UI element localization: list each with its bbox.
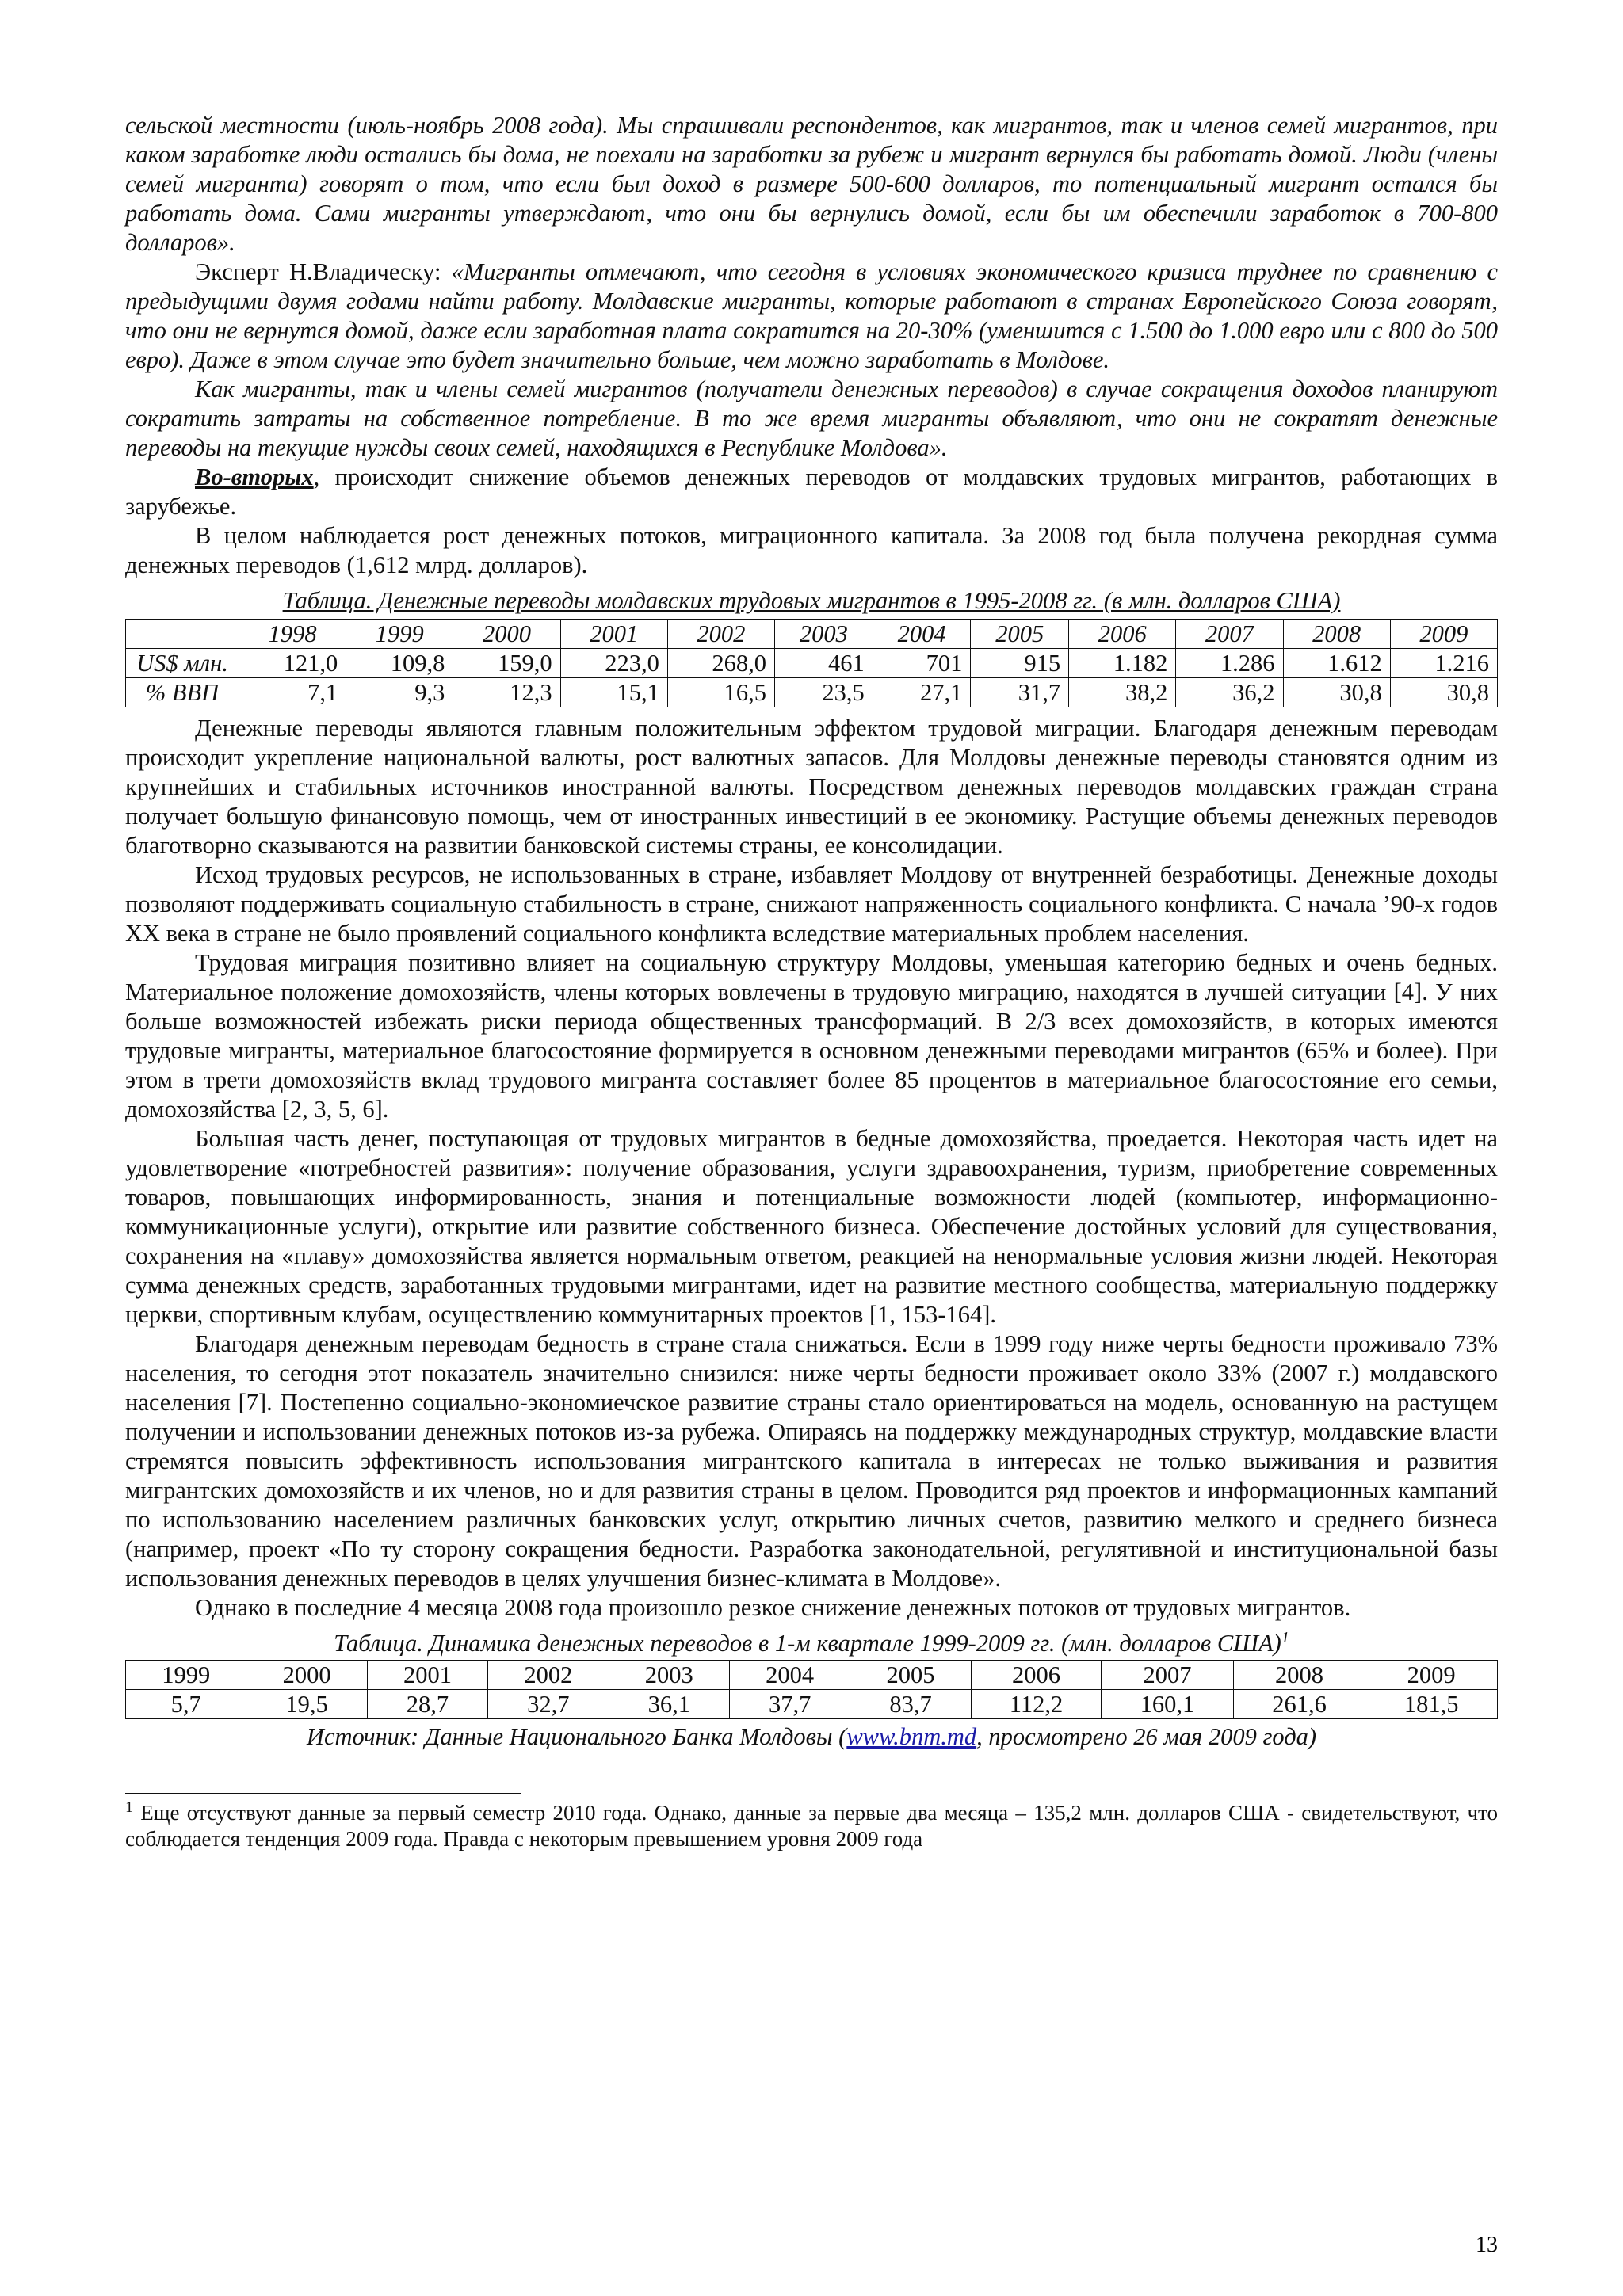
table-year-cell: 1999 bbox=[126, 1661, 246, 1690]
table-year-cell: 1999 bbox=[346, 620, 453, 649]
table-cell: 16,5 bbox=[667, 678, 774, 707]
table-year-cell: 2007 bbox=[1176, 620, 1283, 649]
table-cell: 38,2 bbox=[1069, 678, 1176, 707]
table-cell: 7,1 bbox=[239, 678, 346, 707]
table-cell: 19,5 bbox=[246, 1690, 367, 1719]
table-cell: 83,7 bbox=[850, 1690, 971, 1719]
table-year-cell: 2001 bbox=[560, 620, 667, 649]
paragraph-second bbox=[125, 463, 1498, 521]
table-cell: 32,7 bbox=[488, 1690, 609, 1719]
table-cell: 27,1 bbox=[873, 678, 971, 707]
paragraph-spending: Большая часть денег, поступающая от трудовых мигрантов в бедные домохозяйства, проедается. Некоторая часть идет на удовлетворение «потребностей развития»: получение образования, услуги здравоохранения, туризм, приобретение современных товаров, повышающих информированность, знания и потенциальные возможности людей (компьютер, информационно-коммуникационные услуги), открытие или развитие собственного бизнеса. Обеспечение достойных условий для существования, сохранения на «плаву» домохозяйства является нормальным ответом, реакцией на ненормальные условия жизни людей. Некоторая сумма денежных средств, заработанных трудовыми мигрантами, идет на развитие местного сообщества, материальную поддержку церкви, спортивным клубам, осуществлению коммунитарных проектов [1, 153-164]. bbox=[125, 1125, 1498, 1328]
table-year-cell: 2007 bbox=[1102, 1661, 1234, 1690]
table-cell: 268,0 bbox=[667, 649, 774, 678]
paragraph-labor-outflow: Исход трудовых ресурсов, не использованных в стране, избавляет Молдову от внутренней безработицы. Денежные доходы позволяют поддерживать социальную стабильность в стране, снижают напряженность социального конфликта. С начала ’90-х годов XX века в стране не было проявлений социального конфликта вследствие материальных проблем населения. bbox=[125, 861, 1498, 947]
footnote-text: Еще отсуствуют данные за первый семестр 2010 года. Однако, данные за первые два месяца – 135,2 млн. долларов США - свидетельствуют, что соблюдается тенденция 2009 года. Правда с некоторым превышением уровня 2009 года bbox=[125, 1801, 1498, 1851]
second-point-heading: Во-вторых bbox=[195, 463, 314, 490]
table-cell: 36,1 bbox=[609, 1690, 729, 1719]
table-year-cell: 2001 bbox=[367, 1661, 487, 1690]
source-suffix: , просмотрено 26 мая 2009 года) bbox=[976, 1723, 1317, 1750]
table-year-cell: 2008 bbox=[1283, 620, 1390, 649]
table-cell: 5,7 bbox=[126, 1690, 246, 1719]
table-year-cell: 2000 bbox=[453, 620, 560, 649]
table-cell: 159,0 bbox=[453, 649, 560, 678]
table-row-label: US$ млн. bbox=[126, 649, 239, 678]
table-cell: 160,1 bbox=[1102, 1690, 1234, 1719]
table-cell: 30,8 bbox=[1390, 678, 1497, 707]
table2-caption-text: Таблица. Динамика денежных переводов в 1-м квартале 1999-2009 гг. (млн. долларов США) bbox=[334, 1630, 1281, 1657]
table-cell: 36,2 bbox=[1176, 678, 1283, 707]
table-cell: 9,3 bbox=[346, 678, 453, 707]
paragraph-main-effect: Денежные переводы являются главным положительным эффектом трудовой миграции. Благодаря денежным переводам происходит укрепление национальной валюты, рост валютных запасов. Для Молдовы денежные переводы становятся одним из крупнейших и стабильных источников иностранной валюты. Посредством денежных переводов молдавских граждан страна получает большую финансовую помощь, чем от иностранных инвестиций в ее экономику. Растущие объемы денежных переводов благотворно сказываются на развитии банковской системы страны, ее консолидации. bbox=[125, 715, 1498, 859]
table-cell: 121,0 bbox=[239, 649, 346, 678]
page-number: 13 bbox=[1476, 2233, 1498, 2257]
table-cell: 223,0 bbox=[560, 649, 667, 678]
table-year-cell: 2003 bbox=[609, 1661, 729, 1690]
table-corner-cell bbox=[126, 620, 239, 649]
table-cell: 1.286 bbox=[1176, 649, 1283, 678]
table-year-cell: 2000 bbox=[246, 1661, 367, 1690]
table-year-cell: 2002 bbox=[667, 620, 774, 649]
table-year-cell: 2005 bbox=[850, 1661, 971, 1690]
table1-caption: Таблица. Денежные переводы молдавских трудовых мигрантов в 1995-2008 гг. (в млн. долларов США) bbox=[282, 587, 1341, 614]
table-cell: 112,2 bbox=[971, 1690, 1101, 1719]
table-cell: 23,5 bbox=[775, 678, 873, 707]
document-page bbox=[125, 111, 1498, 1852]
table-cell: 1.216 bbox=[1390, 649, 1497, 678]
source-link[interactable]: www.bnm.md bbox=[846, 1723, 977, 1750]
table-year-cell: 2002 bbox=[488, 1661, 609, 1690]
table-cell: 261,6 bbox=[1233, 1690, 1365, 1719]
table-cell: 1.612 bbox=[1283, 649, 1390, 678]
footnote-mark: 1 bbox=[125, 1798, 133, 1816]
table-year-cell: 2009 bbox=[1390, 620, 1497, 649]
table-source bbox=[125, 1722, 1498, 1752]
table-cell: 461 bbox=[775, 649, 873, 678]
footnote-ref: 1 bbox=[1281, 1628, 1289, 1646]
paragraph-growth: В целом наблюдается рост денежных потоков, миграционного капитала. За 2008 год была получена рекордная сумма денежных переводов (1,612 млрд. долларов). bbox=[125, 522, 1498, 578]
table-cell: 30,8 bbox=[1283, 678, 1390, 707]
table-cell: 1.182 bbox=[1069, 649, 1176, 678]
paragraph-quote-survey: сельской местности (июль-ноябрь 2008 года). Мы спрашивали респондентов, как мигрантов, так и членов семей мигрантов, при каком заработке люди остались бы дома, не поехали на заработки за рубеж и мигрант вернулся бы работать домой. Люди (члены семей мигранта) говорят о том, что если был доход в размере 500-600 долларов, то потенциальный мигрант остался бы работать дома. Сами мигранты утверждают, что они бы вернулись домой, если бы им обеспечили заработок в 700-800 долларов». bbox=[125, 112, 1498, 256]
footnote bbox=[125, 1800, 1498, 1852]
table-cell: 37,7 bbox=[729, 1690, 850, 1719]
expert-lead: Эксперт Н.Владическу: bbox=[195, 258, 452, 285]
table-year-cell: 2009 bbox=[1365, 1661, 1498, 1690]
table-year-cell: 2006 bbox=[971, 1661, 1101, 1690]
paragraph-quote-consumption: Как мигранты, так и члены семей мигрантов (получатели денежных переводов) в случае сокращения доходов планируют сократить затраты на собственное потребление. В то же время мигранты объявляют, что они не сократят денежные переводы на текущие нужды своих семей, находящихся в Республике Молдова». bbox=[125, 376, 1498, 461]
quarterly-remittances-table bbox=[125, 1660, 1498, 1719]
second-point-text: , происходит снижение объемов денежных переводов от молдавских трудовых мигрантов, работающих в зарубежье. bbox=[125, 463, 1498, 520]
table-cell: 15,1 bbox=[560, 678, 667, 707]
table-cell: 701 bbox=[873, 649, 971, 678]
paragraph-expert bbox=[125, 257, 1498, 375]
table-cell: 12,3 bbox=[453, 678, 560, 707]
table-cell: 28,7 bbox=[367, 1690, 487, 1719]
table-year-cell: 2005 bbox=[971, 620, 1069, 649]
table-row bbox=[126, 649, 1498, 678]
paragraph-poverty: Благодаря денежным переводам бедность в стране стала снижаться. Если в 1999 году ниже черты бедности проживало 73% населения, то сегодня этот показатель значительно снизился: ниже черты бедности проживает около 33% (2007 г.) молдавского населения [7]. Постепенно социально-экономиечское развитие страны стало ориентироваться на модель, основанную на растущем получении и использовании денежных потоков из-за рубежа. Опираясь на поддержку международных структур, молдавские власти стремятся повысить эффективность использования мигрантского капитала в интересах не только выживания и развития мигрантских домохозяйств и их членов, но и для развития страны в целом. Проводится ряд проектов и информационных кампаний по использованию населением различных банковских услуг, открытию личных счетов, развитию мелкого и среднего бизнеса (например, проект «По ту сторону сокращения бедности. Разработка законодательной, регулятивной и институциональной базы использования денежных переводов в целях улучшения бизнес-климата в Молдове». bbox=[125, 1330, 1498, 1592]
table-year-cell: 2004 bbox=[873, 620, 971, 649]
remittances-table bbox=[125, 619, 1498, 707]
table-cell: 915 bbox=[971, 649, 1069, 678]
table-year-cell: 2004 bbox=[729, 1661, 850, 1690]
paragraph-social-structure: Трудовая миграция позитивно влияет на социальную структуру Молдовы, уменьшая категорию бедных и очень бедных. Материальное положение домохозяйств, члены которых вовлечены в трудовую миграцию, находятся в лучшей ситуации [4]. У них больше возможностей избежать риски периода общественных трансформаций. В 2/3 всех домохозяйств, в которых имеются трудовые мигранты, материальное благосостояние формируется в основном денежными переводами мигрантов (65% и более). При этом в трети домохозяйств вклад трудового мигранта составляет более 85 процентов в материальное благосостояние его семьи, домохозяйства [2, 3, 5, 6]. bbox=[125, 949, 1498, 1123]
table-row-label: % ВВП bbox=[126, 678, 239, 707]
paragraph-decline: Однако в последние 4 месяца 2008 года произошло резкое снижение денежных потоков от трудовых мигрантов. bbox=[195, 1594, 1351, 1621]
table-year-cell: 1998 bbox=[239, 620, 346, 649]
table-cell: 109,8 bbox=[346, 649, 453, 678]
table-cell: 31,7 bbox=[971, 678, 1069, 707]
table-cell: 181,5 bbox=[1365, 1690, 1498, 1719]
table-year-cell: 2008 bbox=[1233, 1661, 1365, 1690]
table-header-row bbox=[126, 620, 1498, 649]
table-row bbox=[126, 1690, 1498, 1719]
table-year-cell: 2006 bbox=[1069, 620, 1176, 649]
table-row bbox=[126, 678, 1498, 707]
table-header-row bbox=[126, 1661, 1498, 1690]
table-year-cell: 2003 bbox=[775, 620, 873, 649]
source-prefix: Источник: Данные Национального Банка Молдовы ( bbox=[306, 1723, 847, 1750]
footnote-divider bbox=[125, 1793, 521, 1794]
table2-caption bbox=[125, 1629, 1498, 1658]
expert-quote: «Мигранты отмечают, что сегодня в условиях экономического кризиса труднее по сравнению с предыдущими двумя годами найти работу. Молдавские мигранты, которые работают в странах Европейского Союза говорят, что они не вернутся домой, даже если заработная плата сократится на 20-30% (уменшится с 1.500 до 1.000 евро или с 800 до 500 евро). Даже в этом случае это будет значительно больше, чем можно заработать в Молдове. bbox=[125, 258, 1498, 373]
